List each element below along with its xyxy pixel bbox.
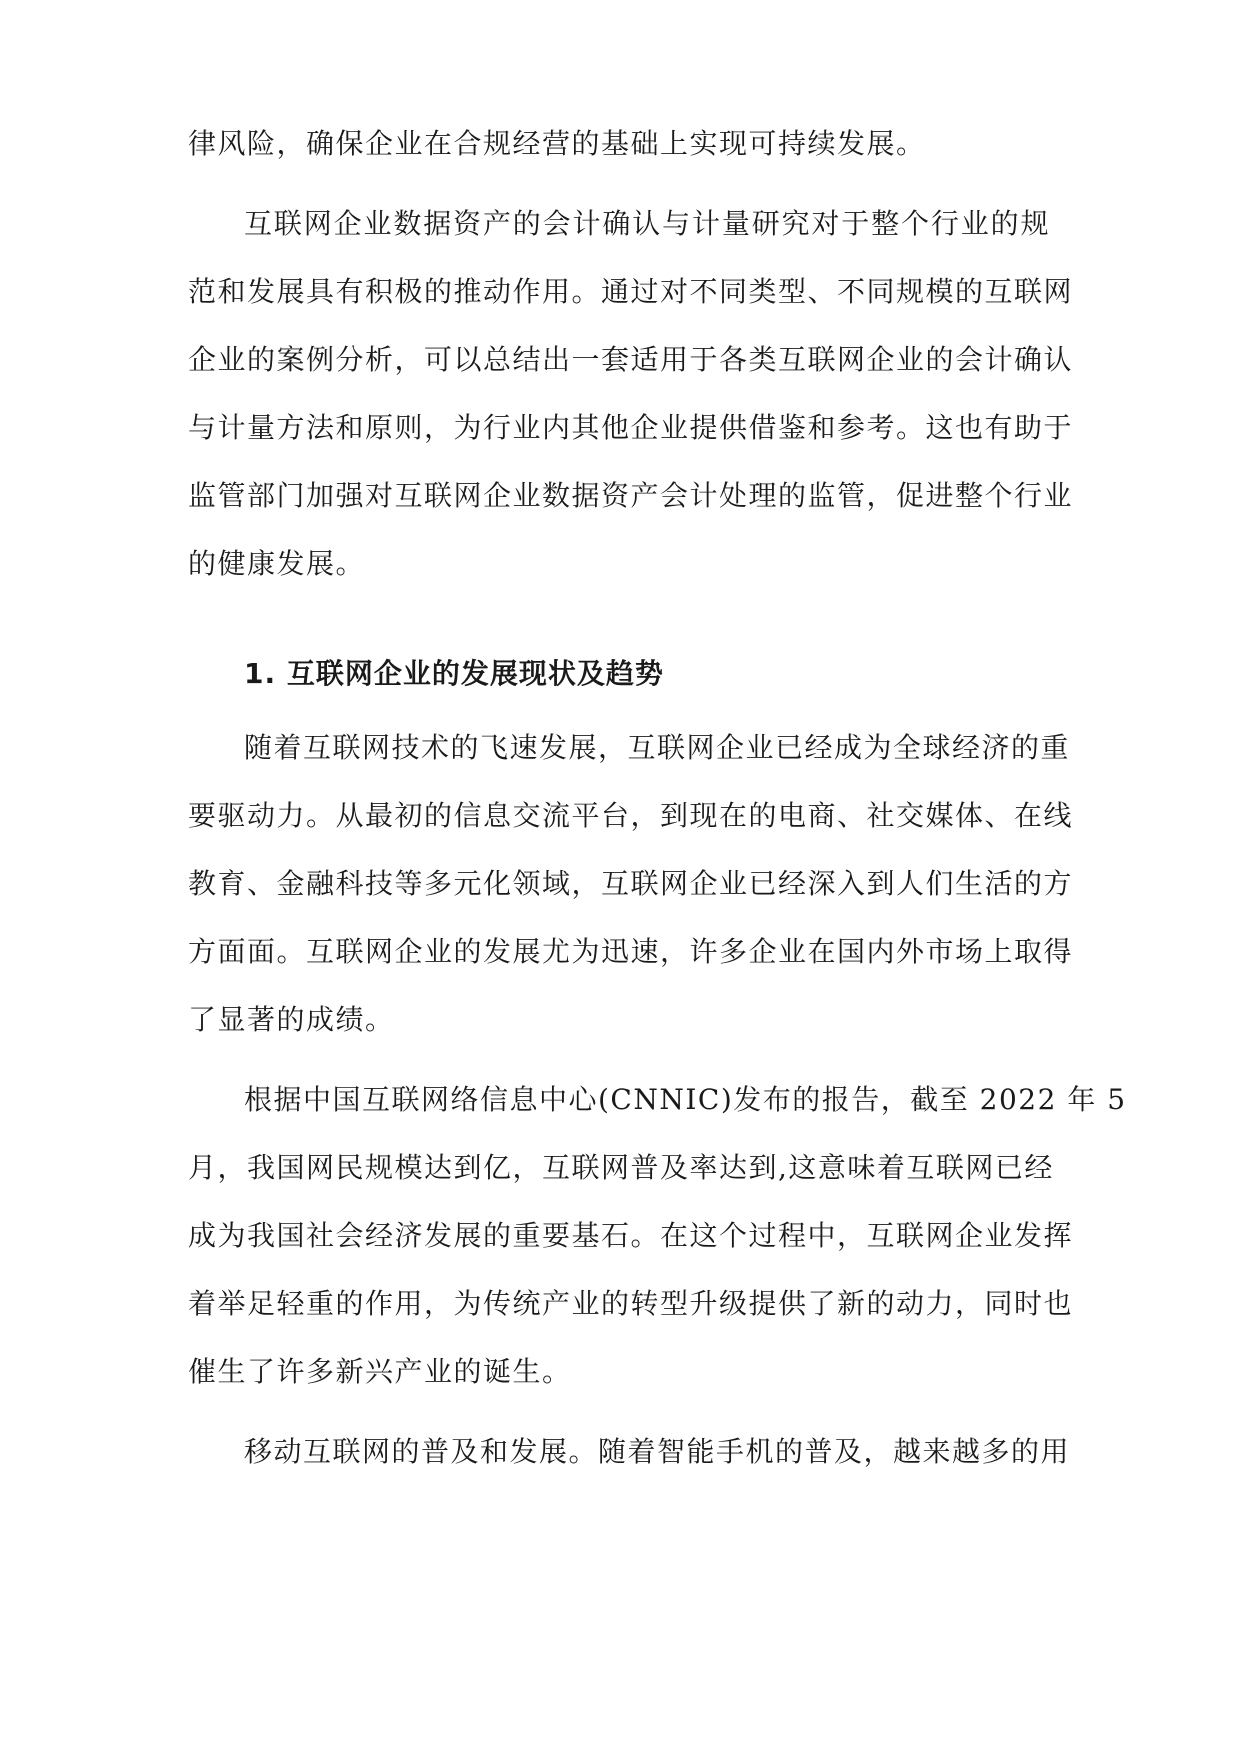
paragraph-line: 随着互联网技术的飞速发展，互联网企业已经成为全球经济的重 (244, 731, 1071, 764)
paragraph-line: 范和发展具有积极的推动作用。通过对不同类型、不同规模的互联网 (188, 275, 1074, 308)
paragraph-line: 月，我国网民规模达到亿，互联网普及率达到,这意味着互联网已经 (188, 1151, 1054, 1184)
paragraph-line: 监管部门加强对互联网企业数据资产会计处理的监管，促进整个行业 (188, 479, 1074, 512)
section-heading: 1. 互联网企业的发展现状及趋势 (244, 657, 664, 690)
paragraph-line: 律风险，确保企业在合规经营的基础上实现可持续发展。 (188, 127, 926, 160)
paragraph-line: 着举足轻重的作用，为传统产业的转型升级提供了新的动力，同时也 (188, 1287, 1074, 1320)
paragraph (188, 714, 1074, 1054)
paragraph-line: 的健康发展。 (188, 547, 366, 580)
paragraph-line: 方面面。互联网企业的发展尤为迅速，许多企业在国内外市场上取得 (188, 935, 1074, 968)
paragraph (188, 1418, 1071, 1486)
paragraph-line: 了显著的成绩。 (188, 1003, 395, 1036)
paragraph (188, 190, 1074, 598)
paragraph (188, 110, 1050, 178)
paragraph-line: 企业的案例分析，可以总结出一套适用于各类互联网企业的会计确认 (188, 343, 1074, 376)
paragraph-line: 互联网企业数据资产的会计确认与计量研究对于整个行业的规 (244, 207, 1050, 240)
document-page (188, 110, 1127, 1486)
paragraph-line: 与计量方法和原则，为行业内其他企业提供借鉴和参考。这也有助于 (188, 411, 1074, 444)
paragraph (188, 1066, 1127, 1406)
paragraph-line: 要驱动力。从最初的信息交流平台，到现在的电商、社交媒体、在线 (188, 799, 1074, 832)
paragraph-line: 催生了许多新兴产业的诞生。 (188, 1355, 572, 1388)
paragraph-line: 教育、金融科技等多元化领域，互联网企业已经深入到人们生活的方 (188, 867, 1074, 900)
paragraph-line: 根据中国互联网络信息中心(CNNIC)发布的报告，截至 2022 年 5 (244, 1083, 1127, 1116)
paragraph-line: 成为我国社会经济发展的重要基石。在这个过程中，互联网企业发挥 (188, 1219, 1074, 1252)
paragraph-line: 移动互联网的普及和发展。随着智能手机的普及，越来越多的用 (244, 1435, 1071, 1468)
